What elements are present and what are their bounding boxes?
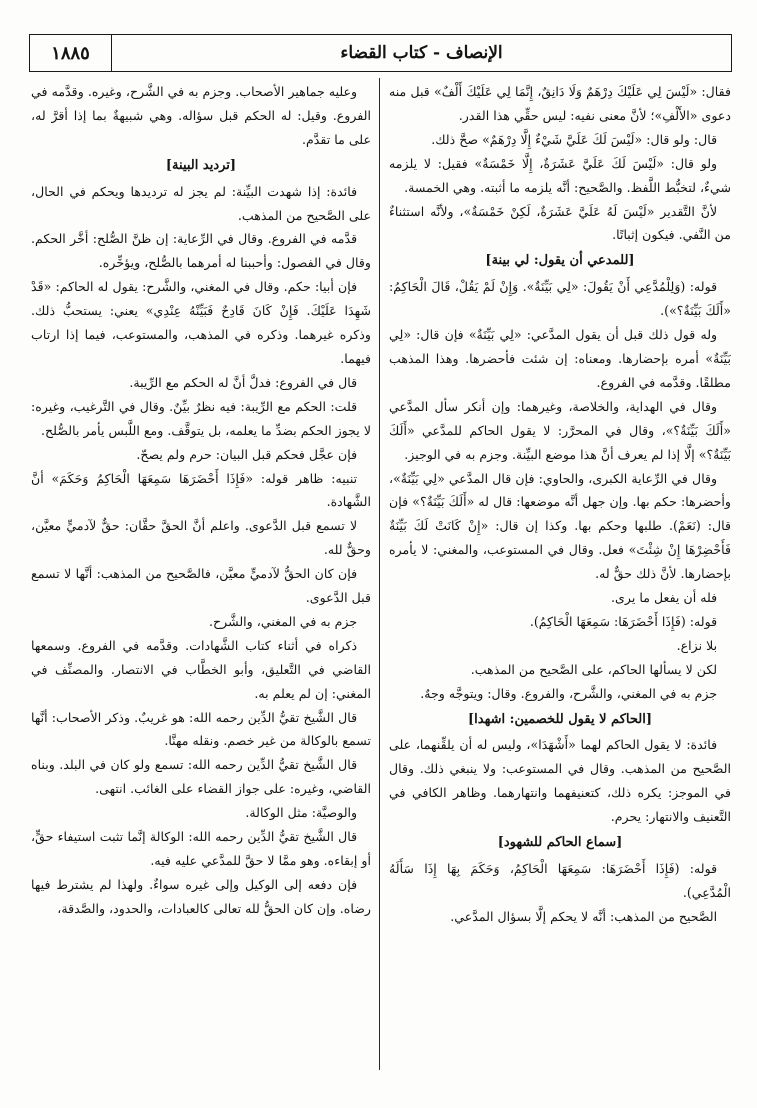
paragraph: قال في الفروع: فدلَّ أنَّ له الحكم مع الرِّيبة. [129, 374, 358, 390]
paragraph: ذكراه في أثناء كتاب الشَّهادات. وقدَّمه في الفروع. وسمعها القاضي في التَّعليق، وأبو الخطَّاب في الانتصار. والمصنِّف في المغني: إن لم يعلم به. [31, 637, 371, 701]
paragraph: الصَّحيح من المذهب: أنَّه لا يحكم إلَّا بسؤال المدَّعي. [450, 908, 718, 924]
right-column [389, 80, 731, 1085]
section-heading: [سماع الحاكم للشهود] [497, 835, 623, 851]
paragraph: قلت: الحكم مع الرِّيبة: فيه نظرٌ بيِّنٌ. وقال في التَّرغيب، وغيره: لا يجوز الحكم بضدِّ ما يعلمه، بل يتوقَّف. ومع اللَّبس يأمر بالصُّلح. [31, 398, 371, 438]
paragraph: قال: ولو قال: «لَيْسَ لَكَ عَلَيَّ شَيْءٌ إِلَّا دِرْهَمٌ» صحَّ ذلك. [431, 131, 718, 147]
column-divider [379, 78, 380, 1070]
page-header [29, 34, 732, 72]
paragraph: وله قول ذلك قبل أن يقول المدَّعي: «لِي بَيِّنَةٌ» فإن قال: «لِي بَيِّنَةٌ» أمره بإحضارها. ومعناه: إن شئت فأحضرها. وهذا المذهب مطلقًا. وقدَّمه في الفروع. [389, 327, 731, 390]
paragraph: فائدة: إذا شهدت البيِّنة: لم يجز له ترديدها ويحكم في الحال، على الصَّحيح من المذهب. [31, 183, 371, 223]
paragraph: لا تسمع قبل الدَّعوى. واعلم أنَّ الحقَّ حقَّان: حقٌّ لآدميٍّ معيَّن، وحقٌّ لله. [31, 518, 371, 558]
paragraph: قال الشَّيخ تقيُّ الدِّين رحمه الله: هو غريبٌ. وذكر الأصحاب: أنَّها تسمع بالوكالة من غير خصم. ونقله مهنَّا. [31, 709, 371, 749]
paragraph: لكن لا يسألها الحاكم، على الصَّحيح من المذهب. [470, 661, 718, 677]
paragraph: فإن عجَّل فحكم قبل البيان: حرم ولم يصحّ. [136, 446, 358, 462]
paragraph: لأنَّ التَّقدير «لَيْسَ لَهُ عَلَيَّ عَشَرَةٌ، لَكِنْ خَمْسَةٌ»، ولأنَّه استثناءٌ من النَّفي. فيكون إثباتًا. [389, 203, 731, 243]
paragraph: بلا نزاع. [676, 637, 718, 653]
paragraph: فقال: «لَيْسَ لِي عَلَيْكَ دِرْهَمٌ وَلَا دَانِقٌ، إِنَّمَا لِي عَلَيْكَ أَلْفٌ» قبل منه دعوى «الأَلْفِ»؛ لأنَّ معنى نفيه: ليس حقِّي هذا القدر. [389, 84, 731, 123]
left-column [31, 80, 371, 1085]
paragraph: وقال في الرِّعاية الكبرى، والحاوي: فإن قال المدَّعي «لِي بَيِّنَةٌ»، وأحضرها: حكم بها. وإن جهل أنَّه موضعها: قال له «أَلَكَ بَيِّنَةٌ؟» فإن قال: (نَعَمْ). طلبها وحكم بها. وكذا إن قال: «إِنْ كَانَتْ لَكَ بَيِّنَةٌ فَأَحْضِرْهَا إِنْ شِئْتَ» فعل. وقال في المستوعب، والمغني: لا يأمره بإحضارها. لأنَّ ذلك حقٌّ له. [389, 470, 731, 582]
paragraph: فإن أبيا: حكم. وقال في المغني، والشَّرح: يقول له الحاكم: «قَدْ شَهِدَا عَلَيْكَ. فَإِنْ كَانَ قَادِحٌ فَبَيِّنْهُ عِنْدِي» يعني: يستحبُّ ذلك. وذكره غيرهما. وذكره في المذهب، والمستوعب، فيما إذا ارتاب فيهما. [31, 279, 371, 366]
paragraph: تنبيه: ظاهر قوله: «فَإِذَا أَحْضَرَهَا سَمِعَهَا الْحَاكِمُ وَحَكَمَ» أنَّ الشَّهادة. [31, 470, 371, 510]
section-heading: [الحاكم لا يقول للخصمين: اشهدا] [468, 711, 652, 727]
paragraph: فله أن يفعل ما يرى. [611, 590, 718, 606]
paragraph: ولو قال: «لَيْسَ لَكَ عَلَيَّ عَشَرَةٌ، إِلَّا خَمْسَةٌ» فقيل: لا يلزمه شيءٌ، لتخبُّط اللَّفظ. والصَّحيح: أنَّه يلزمه ما أثبته. وهي الخمسة. [389, 155, 731, 195]
section-heading: [للمدعي أن يقول: لي بينة] [485, 253, 635, 269]
paragraph: قوله: (فَإِذَا أَحْضَرَهَا: سَمِعَهَا الْحَاكِمُ). [529, 613, 718, 629]
paragraph: جزم به في المغني، والشَّرح، والفروع. وقال: ويتوجَّه وجهٌ. [420, 685, 718, 701]
paragraph: وعليه جماهير الأصحاب. وجزم به في الشَّرح، وغيره. وقدَّمه في الفروع. وقيل: له الحكم قبل سؤاله. وهي شبيهةٌ بما إذا أقرَّ له، على ما تقدَّم. [31, 84, 371, 147]
page-number: ١٨٨٥ [30, 35, 112, 71]
section-heading: [ترديد البينة] [165, 157, 237, 173]
paragraph: فإن كان الحقُّ لآدميٍّ معيَّن، فالصَّحيح من المذهب: أنَّها لا تسمع قبل الدَّعوى. [31, 566, 371, 606]
paragraph: قال الشَّيخ تقيُّ الدِّين رحمه الله: الوكالة إنَّما تثبت استيفاء حقٍّ، أو إبقاءه. وهو ممَّا لا حقَّ للمدَّعي عليه فيه. [31, 829, 371, 868]
paragraph: فإن دفعه إلى الوكيل وإلى غيره سواءٌ. ولهذا لم يشترط فيها رضاه. وإن كان الحقُّ لله تعالى كالعبادات، والحدود، والصَّدقة، [31, 876, 371, 916]
paragraph: قوله: (وَلِلْمُدَّعِي أَنْ يَقُولَ: «لِي بَيِّنَةٌ». وَإِنْ لَمْ يَقُلْ، قَالَ الْحَاكِمُ: «أَلَكَ بَيِّنَةٌ؟»). [389, 279, 731, 319]
paragraph: جزم به في المغني، والشَّرح. [209, 613, 358, 629]
paragraph: وقال في الهداية، والخلاصة، وغيرهما: وإن أنكر سأل المدَّعي «أَلَكَ بَيِّنَةٌ؟»، وقال في المحرَّر: لا يقول الحاكم للمدَّعي «أَلَكَ بَيِّنَةٌ؟» إلَّا إذا لم يعرف أنَّ هذا موضع البيِّنة. وجزم به في الوجيز. [389, 398, 731, 462]
running-title: الإنصاف - كتاب القضاء [340, 43, 503, 63]
paragraph: قال الشَّيخ تقيُّ الدِّين رحمه الله: تسمع ولو كان في البلد. وبناه القاضي، وغيره: على جواز القضاء على الغائب. انتهى. [31, 757, 371, 797]
paragraph: قدَّمه في الفروع. وقال في الرِّعاية: إن ظنَّ الصُّلح: أخَّر الحكم. وقال في الفصول: وأحببنا له أمرهما بالصُّلح، ويؤخِّره. [31, 231, 371, 271]
paragraph: قوله: (فَإِذَا أَحْضَرَهَا: سَمِعَهَا الْحَاكِمُ، وَحَكَمَ بِهَا إِذَا سَأَلَهُ الْمُدَّعِي). [389, 861, 731, 900]
paragraph: فائدة: لا يقول الحاكم لهما «أَشْهَدَا»، وليس له أن يلقِّنهما، على الصَّحيح من المذهب. وقال في المستوعب: ولا ينبغي ذلك. وقال في الموجز: يكره ذلك، كتعنيفهما وانتهارهما. وظاهر الكافي في التَّعنيف والانتهار: يحرم. [389, 737, 731, 825]
paragraph: والوصيَّة: مثل الوكالة. [245, 805, 358, 821]
